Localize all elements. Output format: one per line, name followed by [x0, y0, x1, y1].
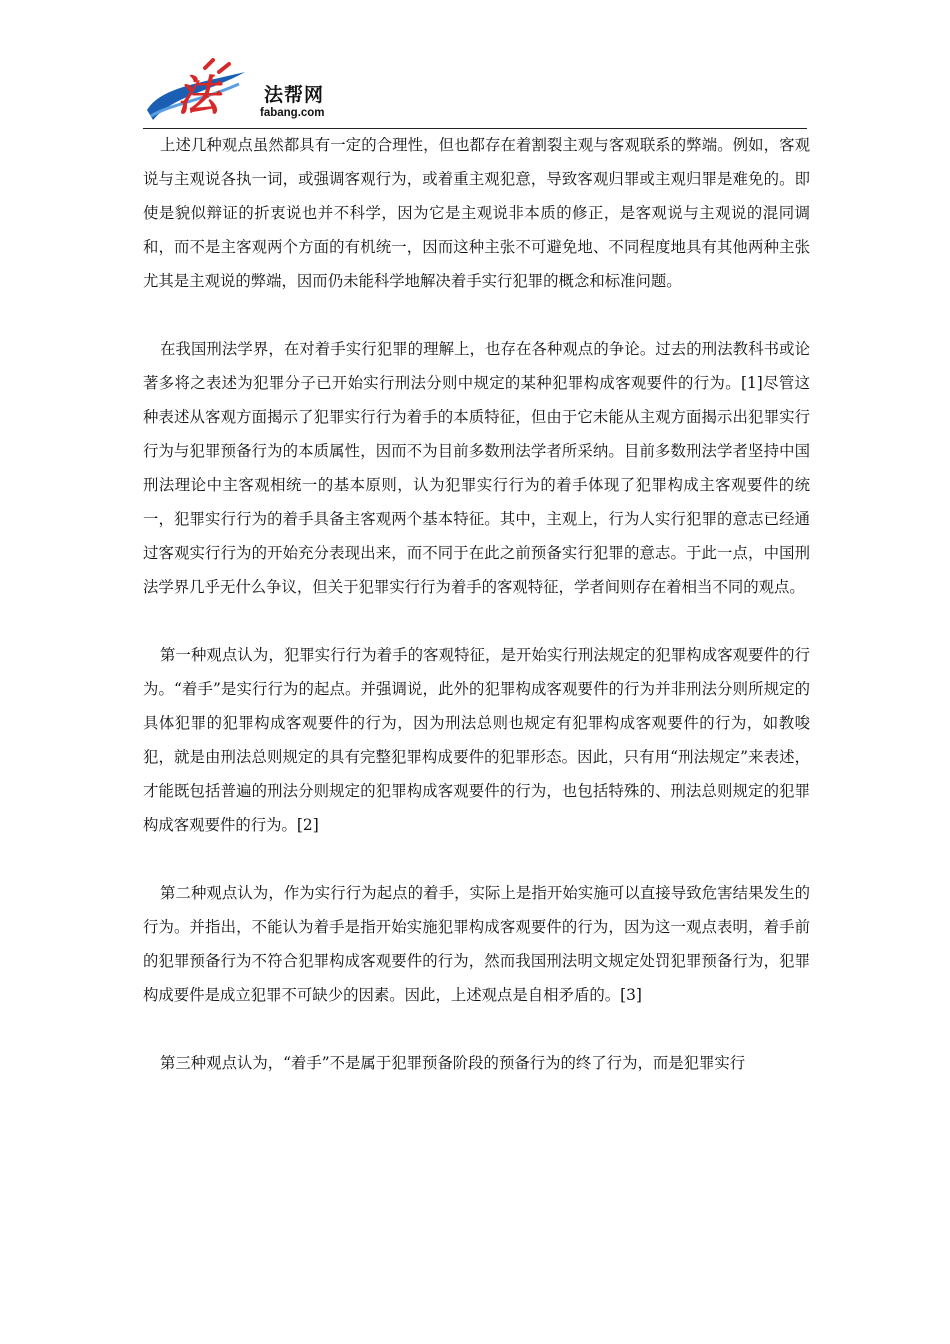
site-domain: fabang.com	[260, 107, 325, 119]
fabang-logo-icon	[143, 58, 253, 124]
site-name: 法帮网	[264, 84, 325, 106]
paragraph: 在我国刑法学界，在对着手实行犯罪的理解上，也存在各种观点的争论。过去的刑法教科书或论著多将之表述为犯罪分子已开始实行刑法分则中规定的某种犯罪构成客观要件的行为。[1]尽管这种表述从客观方面揭示了犯罪实行行为着手的本质特征，但由于它未能从主观方面揭示出犯罪实行行为与犯罪预备行为的本质属性，因而不为目前多数刑法学者所采纳。目前多数刑法学者坚持中国刑法理论中主客观相统一的基本原则，认为犯罪实行行为的着手体现了犯罪构成主客观要件的统一，犯罪实行行为的着手具备主客观两个基本特征。其中，主观上，行为人实行犯罪的意志已经通过客观实行行为的开始充分表现出来，而不同于在此之前预备实行犯罪的意志。于此一点，中国刑法学界几乎无什么争议，但关于犯罪实行行为着手的客观特征，学者间则存在着相当不同的观点。	[143, 340, 810, 596]
paragraph: 第三种观点认为，“着手”不是属于犯罪预备阶段的预备行为的终了行为，而是犯罪实行	[160, 1054, 746, 1072]
paragraph: 第二种观点认为，作为实行行为起点的着手，实际上是指开始实施可以直接导致危害结果发生的行为。并指出，不能认为着手是指开始实施犯罪构成客观要件的行为，因为这一观点表明，着手前的犯罪预备行为不符合犯罪构成客观要件的行为，然而我国刑法明文规定处罚犯罪预备行为，犯罪构成要件是成立犯罪不可缺少的因素。因此，上述观点是自相矛盾的。[3]	[143, 884, 810, 1004]
paragraph: 第一种观点认为，犯罪实行行为着手的客观特征，是开始实行刑法规定的犯罪构成客观要件的行为。“着手”是实行行为的起点。并强调说，此外的犯罪构成客观要件的行为并非刑法分则所规定的具体犯罪的犯罪构成客观要件的行为，因为刑法总则也规定有犯罪构成客观要件的行为，如教唆犯，就是由刑法总则规定的具有完整犯罪构成要件的犯罪形态。因此，只有用“刑法规定”来表述，才能既包括普遍的刑法分则规定的犯罪构成客观要件的行为，也包括特殊的、刑法总则规定的犯罪构成客观要件的行为。[2]	[143, 646, 810, 834]
page-header	[143, 58, 807, 130]
document-body	[143, 128, 810, 1114]
paragraph: 上述几种观点虽然都具有一定的合理性，但也都存在着割裂主观与客观联系的弊端。例如，客观说与主观说各执一词，或强调客观行为，或着重主观犯意，导致客观归罪或主观归罪是难免的。即使是貌似辩证的折衷说也并不科学，因为它是主观说非本质的修正，是客观说与主观说的混同调和，而不是主客观两个方面的有机统一，因而这种主张不可避免地、不同程度地具有其他两种主张尤其是主观说的弊端，因而仍未能科学地解决着手实行犯罪的概念和标准问题。	[143, 136, 810, 290]
logo-glyph: 法	[177, 71, 220, 120]
